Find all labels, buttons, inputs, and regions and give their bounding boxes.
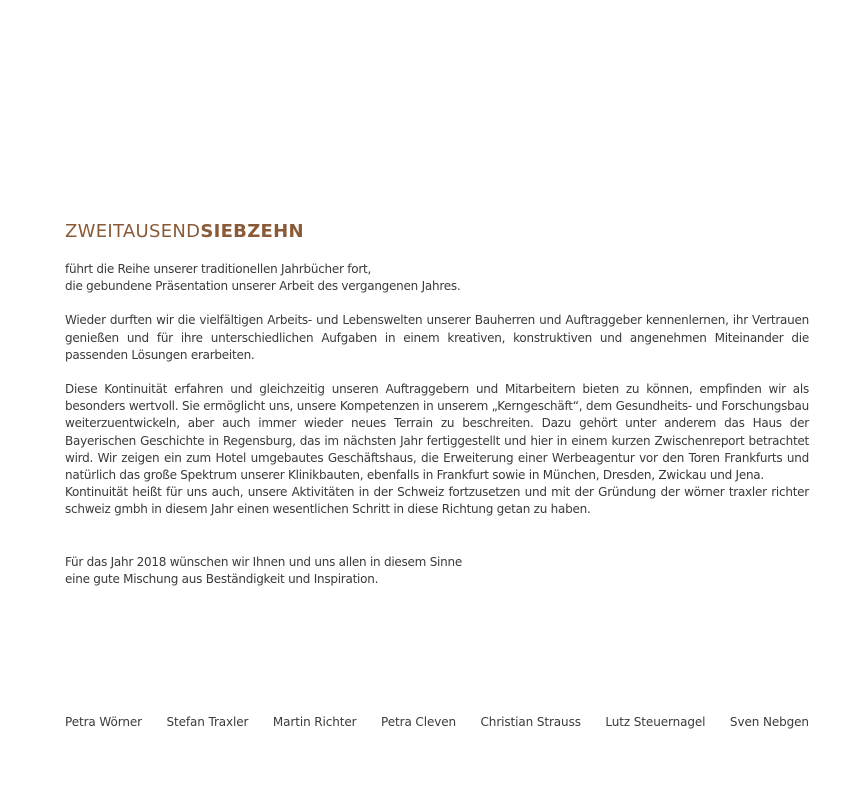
intro-paragraph xyxy=(65,261,809,295)
closing-line-2: eine gute Mischung aus Beständigkeit und Inspiration. xyxy=(65,571,379,586)
signature-name: Petra Cleven xyxy=(381,715,457,729)
closing-paragraph xyxy=(65,554,809,588)
paragraph-switzerland: Kontinuität heißt für uns auch, unsere Aktivitäten in der Schweiz fortzusetzen und mit der Gründung der wörner traxler richter schweiz gmbh in diesem Jahr einen wesentlichen Schritt in diese Richtung getan zu haben. xyxy=(65,485,809,517)
signature-name: Lutz Steuernagel xyxy=(605,715,706,729)
signature-name: Stefan Traxler xyxy=(166,715,249,729)
signature-name: Sven Nebgen xyxy=(729,715,809,729)
signature-name: Martin Richter xyxy=(272,715,357,729)
signature-name: Christian Strauss xyxy=(480,715,581,729)
paragraph-collaboration: Wieder durften wir die vielfältigen Arbeits- und Lebenswelten unserer Bauherren und Auftraggeber kennenlernen, ihr Vertrauen genießen und für ihre unterschiedlichen Aufgaben in einem kreativen, konstruktiven und angenehmen Miteinander die passenden Lösungen erarbeiten. xyxy=(65,313,809,362)
signature-name: Petra Wörner xyxy=(65,715,142,729)
intro-line-1: führt die Reihe unserer traditionellen Jahrbücher fort, xyxy=(65,262,372,276)
title-light: ZWEITAUSEND xyxy=(65,221,201,242)
page-title xyxy=(65,221,809,243)
paragraph-continuity: Diese Kontinuität erfahren und gleichzeitig unseren Auftraggebern und Mitarbeitern bieten zu können, empfinden wir als besonders wertvoll. Sie ermöglicht uns, unsere Kompetenzen in unserem „Kerngeschäft“, dem Gesundheits- und Forschungsbau weiterzuentwickeln, aber auch immer wieder neues Terrain zu beschreiten. Dazu gehört unter anderem das Haus der Bayerischen Geschichte in Regensburg, das im nächsten Jahr fertiggestellt und hier in einem kurzen Zwischenreport betrachtet wird. Wir zeigen ein zum Hotel umgebautes Geschäftshaus, die Erweiterung einer Werbeagentur vor den Toren Frankfurts und natürlich das große Spektrum unserer Klinikbauten, ebenfalls in Frankfurt sowie in München, Dresden, Zwickau und Jena. xyxy=(65,382,809,483)
intro-line-2: die gebundene Präsentation unserer Arbeit des vergangenen Jahres. xyxy=(65,279,461,294)
letter-body xyxy=(65,221,809,588)
closing-line-1: Für das Jahr 2018 wünschen wir Ihnen und uns allen in diesem Sinne xyxy=(65,554,462,569)
signature-row xyxy=(65,714,809,731)
title-bold: SIEBZEHN xyxy=(200,221,304,242)
